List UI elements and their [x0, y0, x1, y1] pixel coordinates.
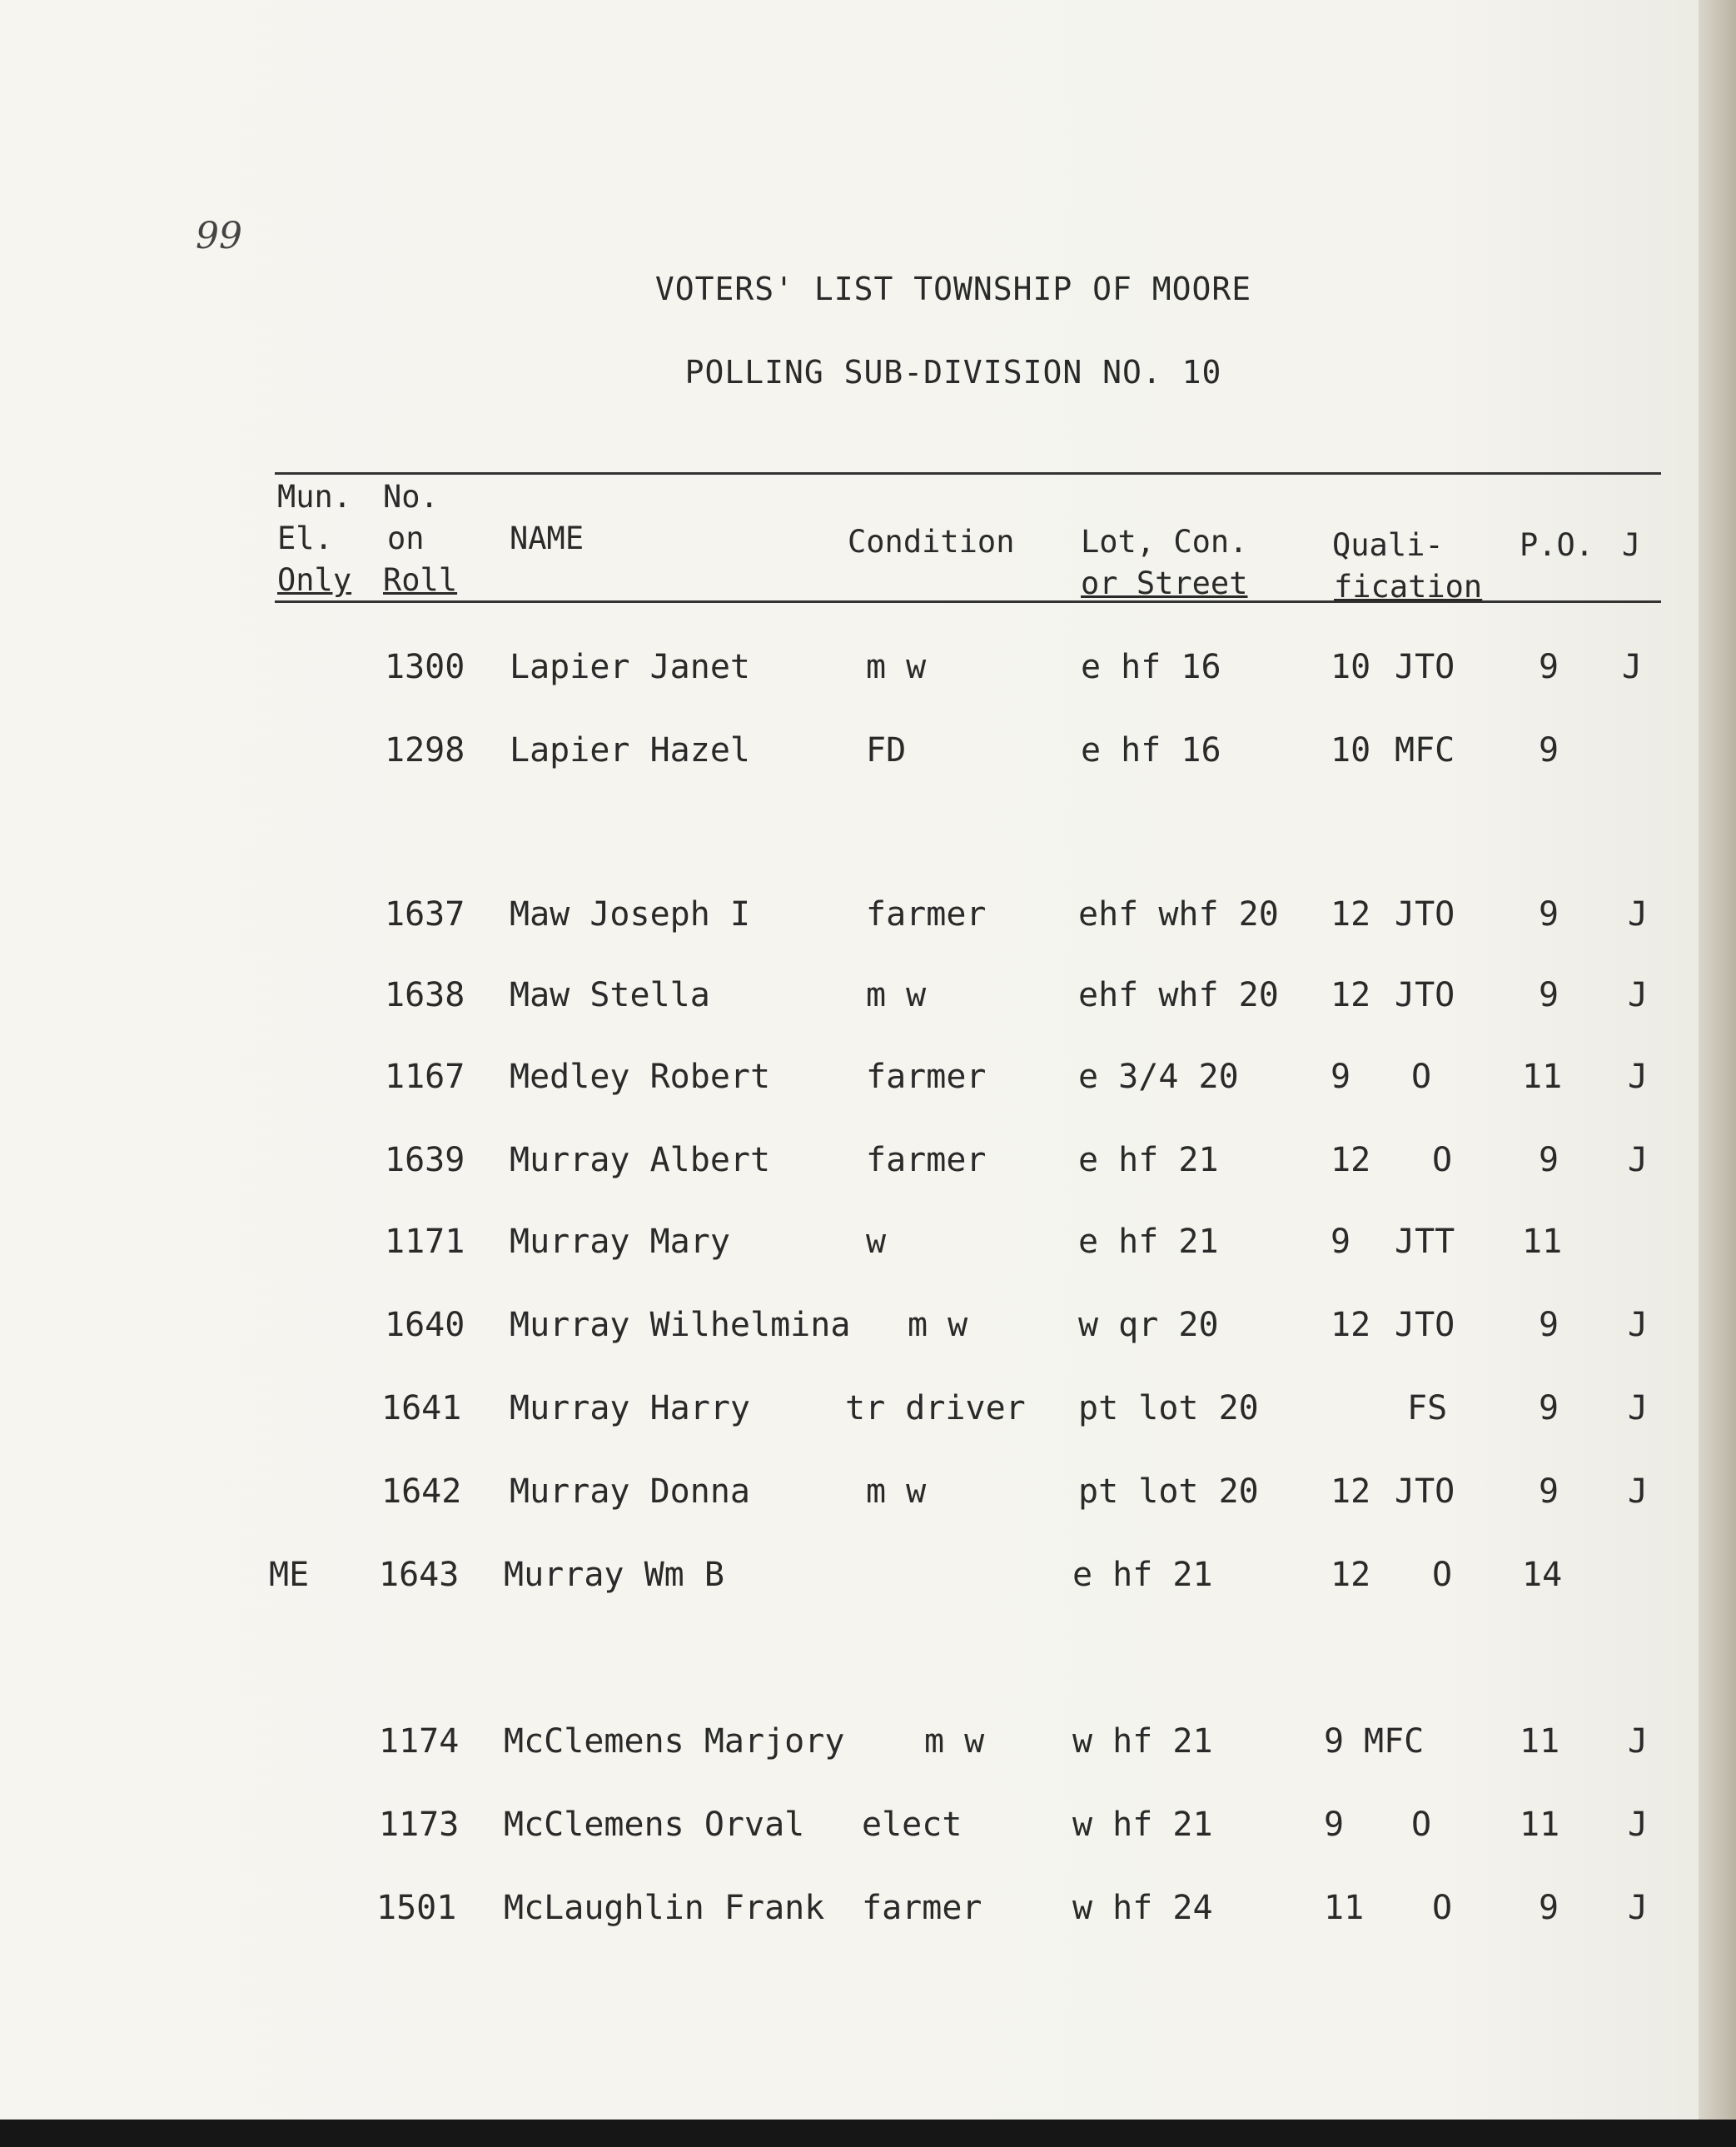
page-title: VOTERS' LIST TOWNSHIP OF MOORE	[654, 271, 1252, 307]
cell-po: 9	[1539, 976, 1559, 1014]
table-row	[0, 731, 1699, 781]
header-qual-2: fication	[1334, 569, 1483, 605]
cell-lot: e 3/4 20	[1078, 1058, 1239, 1096]
cell-no: 1637	[385, 895, 465, 934]
cell-no: 1641	[381, 1389, 462, 1427]
cell-name: McClemens Orval	[504, 1806, 805, 1844]
table-row	[0, 1806, 1699, 1856]
cell-name: Murray Albert	[510, 1141, 771, 1179]
cell-con: 12	[1331, 1141, 1371, 1179]
cell-po: 9	[1539, 731, 1559, 770]
cell-name: Murray Wilhelmina	[510, 1306, 851, 1344]
cell-qual: JTO	[1395, 976, 1455, 1014]
cell-j: J	[1628, 1058, 1649, 1096]
cell-qual: JTO	[1395, 895, 1455, 934]
cell-qual: JTT	[1395, 1223, 1455, 1261]
cell-qual: JTO	[1395, 1472, 1455, 1511]
cell-condition: tr driver	[845, 1389, 1026, 1427]
cell-condition: FD	[866, 731, 907, 770]
table-row	[0, 648, 1699, 698]
table-row	[0, 1556, 1699, 1606]
cell-con: 10	[1331, 731, 1371, 770]
table-row	[0, 1722, 1699, 1772]
cell-no: 1173	[379, 1806, 460, 1844]
cell-qual: MFC	[1395, 731, 1455, 770]
header-name: NAME	[510, 521, 584, 556]
cell-po: 9	[1539, 1889, 1559, 1927]
cell-no: 1639	[385, 1141, 465, 1179]
cell-j: J	[1628, 1141, 1649, 1179]
cell-no: 1642	[381, 1472, 462, 1511]
cell-po: 9	[1539, 895, 1559, 934]
cell-condition: farmer	[862, 1889, 982, 1927]
cell-po: 9	[1539, 1141, 1559, 1179]
cell-condition: m w	[924, 1722, 985, 1761]
cell-lot: e hf 21	[1078, 1141, 1219, 1179]
cell-qual: O	[1432, 1556, 1453, 1594]
cell-name: Medley Robert	[510, 1058, 771, 1096]
table-row	[0, 1889, 1699, 1939]
cell-po: 9	[1539, 1472, 1559, 1511]
cell-con: 9	[1324, 1722, 1345, 1761]
cell-con: 12	[1331, 1306, 1371, 1344]
cell-con: 9	[1324, 1806, 1345, 1844]
page-edge	[1699, 0, 1736, 2147]
cell-lot: ehf whf 20	[1078, 976, 1279, 1014]
cell-no: 1640	[385, 1306, 465, 1344]
header-condition: Condition	[848, 524, 1015, 560]
cell-condition: w	[866, 1223, 887, 1261]
table-row	[0, 976, 1699, 1026]
header-mun-3: Only	[277, 562, 352, 598]
cell-qual: O	[1411, 1058, 1432, 1096]
cell-no: 1643	[379, 1556, 460, 1594]
cell-condition: farmer	[866, 1141, 987, 1179]
cell-con: 11	[1324, 1889, 1365, 1927]
cell-name: McLaughlin Frank	[504, 1889, 825, 1927]
cell-name: Lapier Hazel	[510, 731, 750, 770]
cell-condition: farmer	[866, 1058, 987, 1096]
page-number: 99	[196, 215, 242, 257]
header-top-rule	[275, 472, 1661, 475]
cell-lot: e hf 21	[1078, 1223, 1219, 1261]
cell-po: 11	[1522, 1058, 1563, 1096]
header-mun-2: El.	[277, 521, 333, 556]
cell-con: 12	[1331, 976, 1371, 1014]
cell-name: Murray Mary	[510, 1223, 730, 1261]
cell-qual: O	[1411, 1806, 1432, 1844]
cell-qual: O	[1432, 1141, 1453, 1179]
header-lot-2: or Street	[1081, 565, 1248, 601]
cell-con: 12	[1331, 1472, 1371, 1511]
cell-con: 12	[1331, 895, 1371, 934]
cell-po: 11	[1520, 1722, 1560, 1761]
cell-no: 1174	[379, 1722, 460, 1761]
cell-lot: pt lot 20	[1078, 1389, 1259, 1427]
cell-j: J	[1628, 976, 1649, 1014]
cell-qual: O	[1432, 1889, 1453, 1927]
cell-lot: e hf 16	[1081, 731, 1221, 770]
table-row	[0, 1223, 1699, 1273]
cell-name: McClemens Marjory	[504, 1722, 845, 1761]
header-mun-1: Mun.	[277, 479, 352, 515]
table-row	[0, 1389, 1699, 1439]
cell-lot: ehf whf 20	[1078, 895, 1279, 934]
cell-no: 1501	[376, 1889, 457, 1927]
cell-condition: farmer	[866, 895, 987, 934]
cell-j: J	[1628, 895, 1649, 934]
cell-con: 10	[1331, 648, 1371, 686]
cell-qual: JTO	[1395, 1306, 1455, 1344]
cell-no: 1298	[385, 731, 465, 770]
table-row	[0, 1141, 1699, 1191]
cell-lot: e hf 21	[1072, 1556, 1213, 1594]
cell-con: 9	[1331, 1223, 1351, 1261]
cell-condition: m w	[866, 1472, 927, 1511]
header-no-3: Roll	[383, 562, 458, 598]
cell-no: 1638	[385, 976, 465, 1014]
cell-j: J	[1628, 1306, 1649, 1344]
cell-po: 11	[1522, 1223, 1563, 1261]
cell-name: Lapier Janet	[510, 648, 750, 686]
cell-po: 11	[1520, 1806, 1560, 1844]
table-row	[0, 895, 1699, 945]
cell-con: 9	[1331, 1058, 1351, 1096]
header-qual-1: Quali-	[1332, 527, 1444, 563]
header-po: P.O.	[1520, 527, 1594, 563]
cell-condition: m w	[866, 648, 927, 686]
cell-qual: JTO	[1395, 648, 1455, 686]
cell-j: J	[1628, 1722, 1649, 1761]
cell-no: 1167	[385, 1058, 465, 1096]
cell-mun: ME	[269, 1556, 310, 1594]
cell-po: 14	[1522, 1556, 1563, 1594]
page-subtitle: POLLING SUB-DIVISION NO. 10	[684, 354, 1222, 391]
cell-no: 1300	[385, 648, 465, 686]
cell-j: J	[1628, 1389, 1649, 1427]
table-row	[0, 1472, 1699, 1522]
cell-j: J	[1628, 1472, 1649, 1511]
cell-lot: w hf 21	[1072, 1722, 1213, 1761]
header-lot-1: Lot, Con.	[1081, 524, 1248, 560]
cell-con: 12	[1331, 1556, 1371, 1594]
cell-po: 9	[1539, 648, 1559, 686]
cell-no: 1171	[385, 1223, 465, 1261]
cell-qual: FS	[1407, 1389, 1448, 1427]
header-no-2: on	[387, 521, 425, 556]
cell-lot: e hf 16	[1081, 648, 1221, 686]
header-no-1: No.	[383, 479, 439, 515]
cell-j: J	[1628, 1889, 1649, 1927]
show-through-texture	[633, 190, 1299, 223]
cell-j: J	[1622, 648, 1643, 686]
scan-bottom-border	[0, 2120, 1736, 2147]
cell-name: Murray Wm B	[504, 1556, 724, 1594]
header-j: J	[1622, 527, 1641, 563]
cell-name: Murray Donna	[510, 1472, 750, 1511]
cell-qual: MFC	[1364, 1722, 1425, 1761]
cell-lot: w hf 24	[1072, 1889, 1213, 1927]
cell-condition: m w	[866, 976, 927, 1014]
table-row	[0, 1058, 1699, 1108]
cell-name: Maw Joseph I	[510, 895, 750, 934]
cell-j: J	[1628, 1806, 1649, 1844]
cell-lot: w qr 20	[1078, 1306, 1219, 1344]
cell-condition: m w	[908, 1306, 968, 1344]
cell-po: 9	[1539, 1306, 1559, 1344]
cell-lot: pt lot 20	[1078, 1472, 1259, 1511]
table-row	[0, 1306, 1699, 1356]
cell-name: Maw Stella	[510, 976, 710, 1014]
cell-po: 9	[1539, 1389, 1559, 1427]
cell-condition: elect	[862, 1806, 963, 1844]
cell-name: Murray Harry	[510, 1389, 750, 1427]
cell-lot: w hf 21	[1072, 1806, 1213, 1844]
